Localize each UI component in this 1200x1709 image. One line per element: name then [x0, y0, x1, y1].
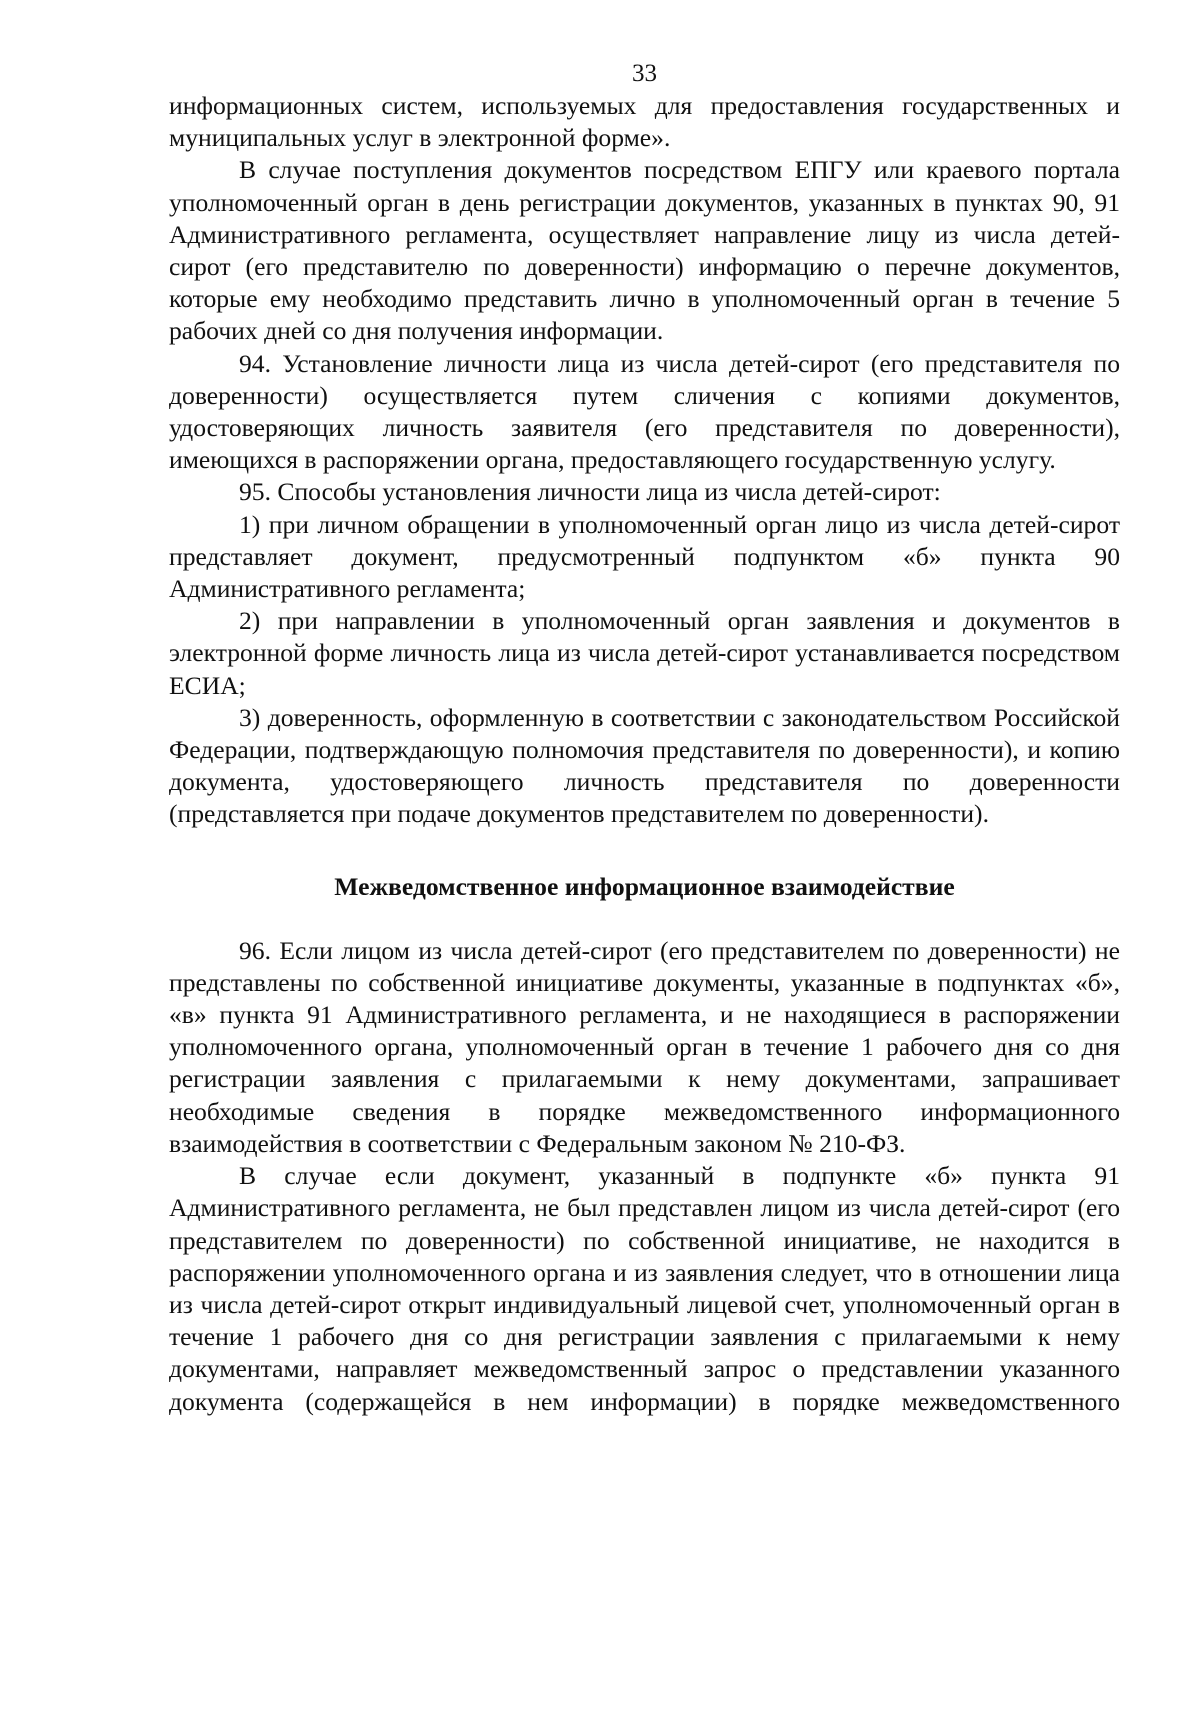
paragraph-95: 95. Способы установления личности лица из числа детей-сирот: — [239, 477, 941, 507]
paragraph-case-epgu: В случае поступления документов посредством ЕПГУ или краевого портала уполномоченный орган в день регистрации документов, указанных в пунктах 90, 91 Административного регламента, осуществляет направление лицу из числа детей-сирот (его представителю по доверенности) информацию о перечне документов, которые ему необходимо представить лично в уполномоченный орган в течение 5 рабочих дней со дня получения информации. — [169, 155, 1120, 346]
paragraph-94: 94. Установление личности лица из числа детей-сирот (его представителя по доверенности) осуществляется путем сличения с копиями документов, удостоверяющих личность заявителя (его представителя по доверенности), имеющихся в распоряжении органа, предоставляющего государственную услугу. — [169, 348, 1120, 475]
document-page — [169, 58, 1120, 1418]
paragraph-case-doc-b: В случае если документ, указанный в подпункте «б» пункта 91 Административного регламента, не был представлен лицом из числа детей-сирот (его представителем по доверенности) по собственной инициативе, не находится в распоряжении уполномоченного органа и из заявления следует, что в отношении лица из числа детей-сирот открыт индивидуальный лицевой счет, уполномоченный орган в течение 1 рабочего дня со дня регистрации заявления с прилагаемыми к нему документами, направляет межведомственный запрос о представлении указанного документа (содержащейся в нем информации) в порядке межведомственного — [169, 1161, 1120, 1416]
paragraph-95-item-1: 1) при личном обращении в уполномоченный орган лицо из числа детей-сирот представляет документ, предусмотренный подпунктом «б» пункта 90 Административного регламента; — [169, 509, 1120, 604]
section-heading: Межведомственное информационное взаимодействие — [334, 871, 955, 901]
page-number: 33 — [632, 60, 657, 87]
paragraph-95-item-2: 2) при направлении в уполномоченный орган заявления и документов в электронной форме личность лица из числа детей-сирот устанавливается посредством ЕСИА; — [169, 606, 1120, 700]
paragraph-95-item-3: 3) доверенность, оформленную в соответствии с законодательством Российской Федерации, подтверждающую полномочия представителя по доверенности), и копию документа, удостоверяющего личность представителя по доверенности (представляется при подаче документов представителем по доверенности). — [169, 702, 1120, 829]
paragraph-continuation: информационных систем, используемых для предоставления государственных и муниципальных услуг в электронной форме». — [169, 91, 1120, 153]
paragraph-96: 96. Если лицом из числа детей-сирот (его представителем по доверенности) не представлены по собственной инициативе документы, указанные в подпунктах «б», «в» пункта 91 Административного регламента, и не находящиеся в распоряжении уполномоченного органа, уполномоченный орган в течение 1 рабочего дня со дня регистрации заявления с прилагаемыми к нему документами, запрашивает необходимые сведения в порядке межведомственного информационного взаимодействия в соответствии с Федеральным законом № 210-ФЗ. — [169, 935, 1120, 1158]
